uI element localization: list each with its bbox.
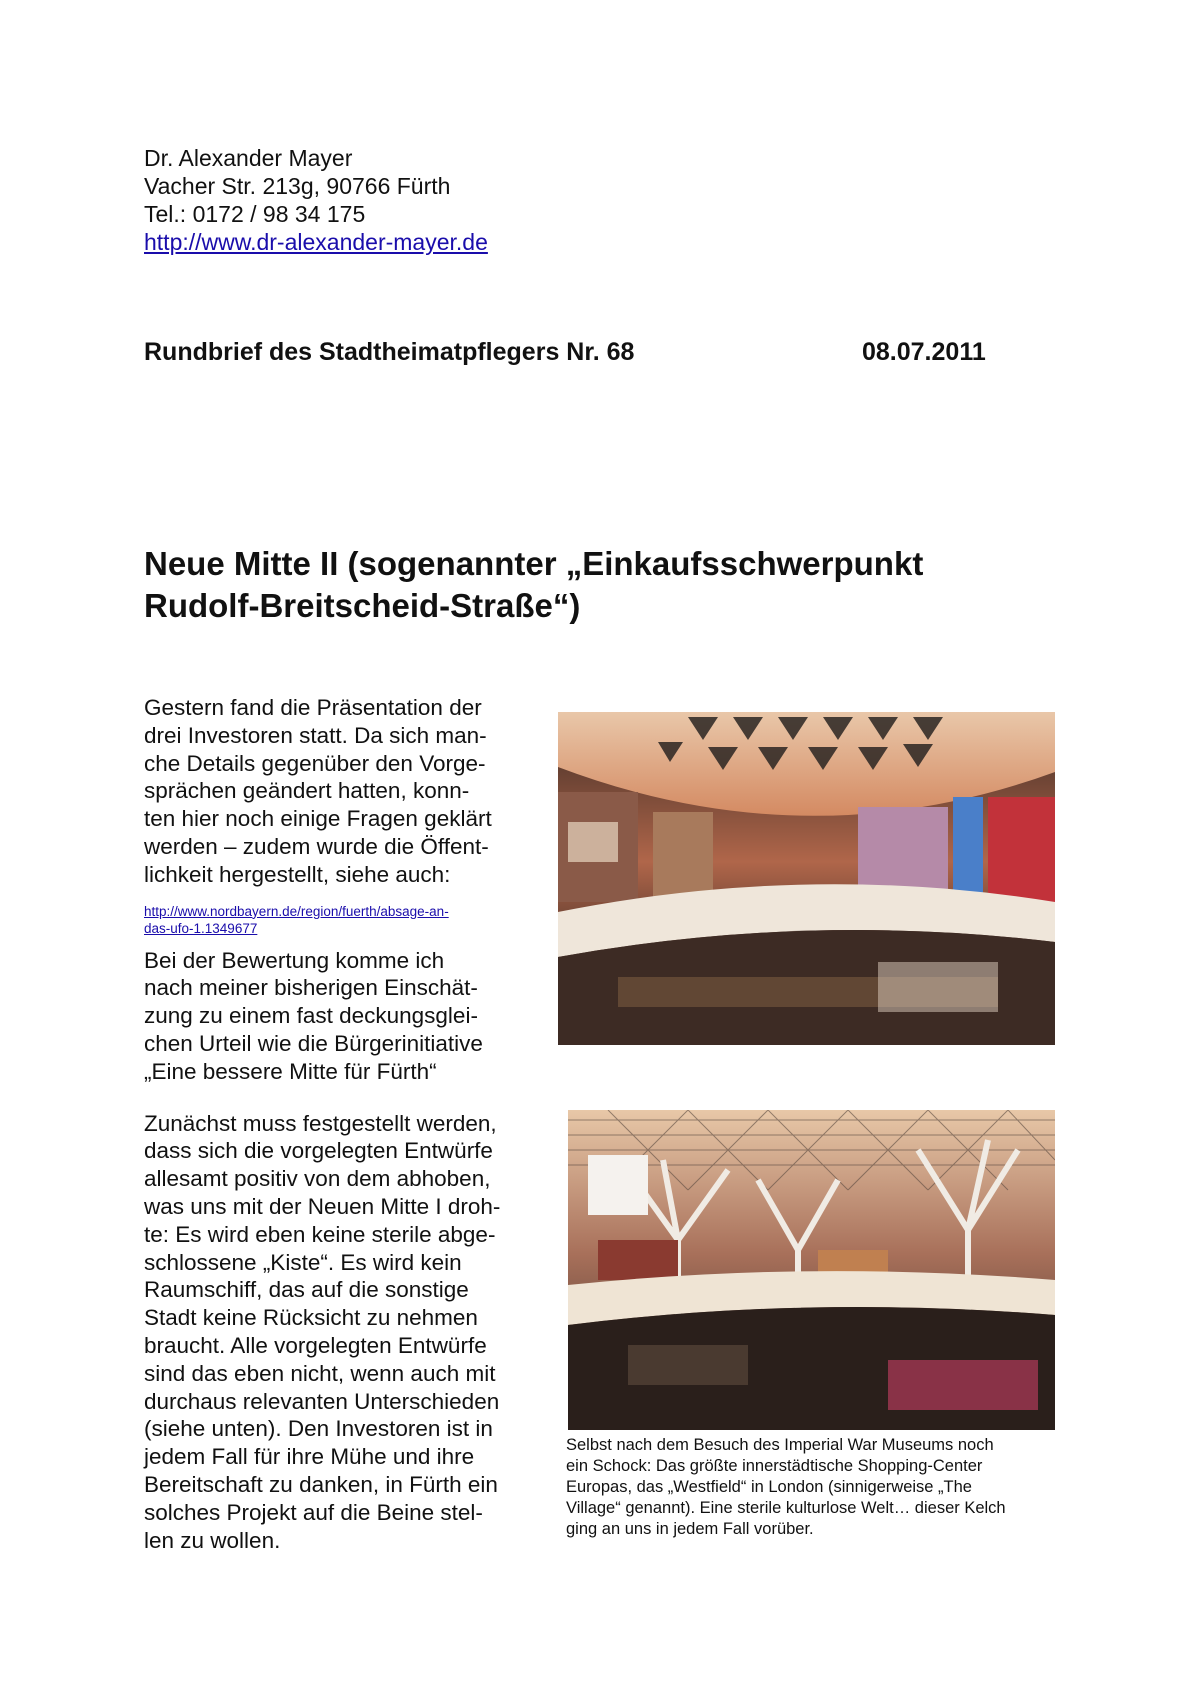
newsletter-header	[144, 338, 1004, 367]
newsletter-title: Rundbrief des Stadtheimatpflegers Nr. 68	[144, 338, 635, 366]
article-body	[144, 694, 524, 1554]
body-paragraph-1: Gestern fand die Präsentation der drei Investoren statt. Da sich man- che Details gegenüber den Vorge- sprächen geändert hatten, konn- ten hier noch einige Fragen geklärt werden – zudem wurde die Öffent- lichkeit hergestellt, siehe auch:	[144, 695, 492, 887]
sender-name: Dr. Alexander Mayer	[144, 145, 353, 171]
sender-block	[144, 144, 488, 256]
body-paragraph-3: Zunächst muss festgestellt werden, dass sich die vorgelegten Entwürfe allesamt positiv von dem abhoben, was uns mit der Neuen Mitte I droh- te: Es wird eben keine sterile abge- schlossene „Kiste“. Es wird kein Raumschiff, das auf die sonstige Stadt keine Rücksicht zu nehmen braucht. Alle vorgelegten Entwürfe sind das eben nicht, wenn auch mit durchaus relevanten Unterschieden (siehe unten). Den Investoren ist in jedem Fall für ihre Mühe und ihre Bereitschaft zu danken, in Fürth ein solches Projekt auf die Beine stel- len zu wollen.	[144, 1110, 501, 1553]
sender-phone: Tel.: 0172 / 98 34 175	[144, 201, 366, 227]
body-paragraph-2: Bei der Bewertung komme ich nach meiner bisherigen Einschät- zung zu einem fast deckungsglei- chen Urteil wie die Bürgerinitiative „Eine bessere Mitte für Fürth“	[144, 947, 483, 1084]
headline-line-1: Neue Mitte II (sogenannter „Einkaufsschwerpunkt	[144, 545, 924, 582]
sender-address: Vacher Str. 213g, 90766 Fürth	[144, 173, 451, 199]
photo-caption: Selbst nach dem Besuch des Imperial War Museums noch ein Schock: Das größte innerstädtische Shopping-Center Europas, das „Westfield“ in London (sinnigerweise „The Village“ genannt). Eine sterile kulturlose Welt… dieser Kelch ging an uns in jedem Fall vorüber.	[566, 1436, 1006, 1538]
newsletter-date: 08.07.2011	[862, 338, 986, 366]
mall-interior-photo-upper	[558, 712, 1055, 1045]
mall-interior-photo-lower	[568, 1110, 1055, 1430]
headline-line-2: Rudolf-Breitscheid-Straße“)	[144, 587, 581, 624]
sender-website-link[interactable]: http://www.dr-alexander-mayer.de	[144, 229, 488, 255]
article-headline	[144, 543, 1044, 627]
nordbayern-article-link[interactable]: http://www.nordbayern.de/region/fuerth/absage-an- das-ufo-1.1349677	[144, 903, 449, 936]
